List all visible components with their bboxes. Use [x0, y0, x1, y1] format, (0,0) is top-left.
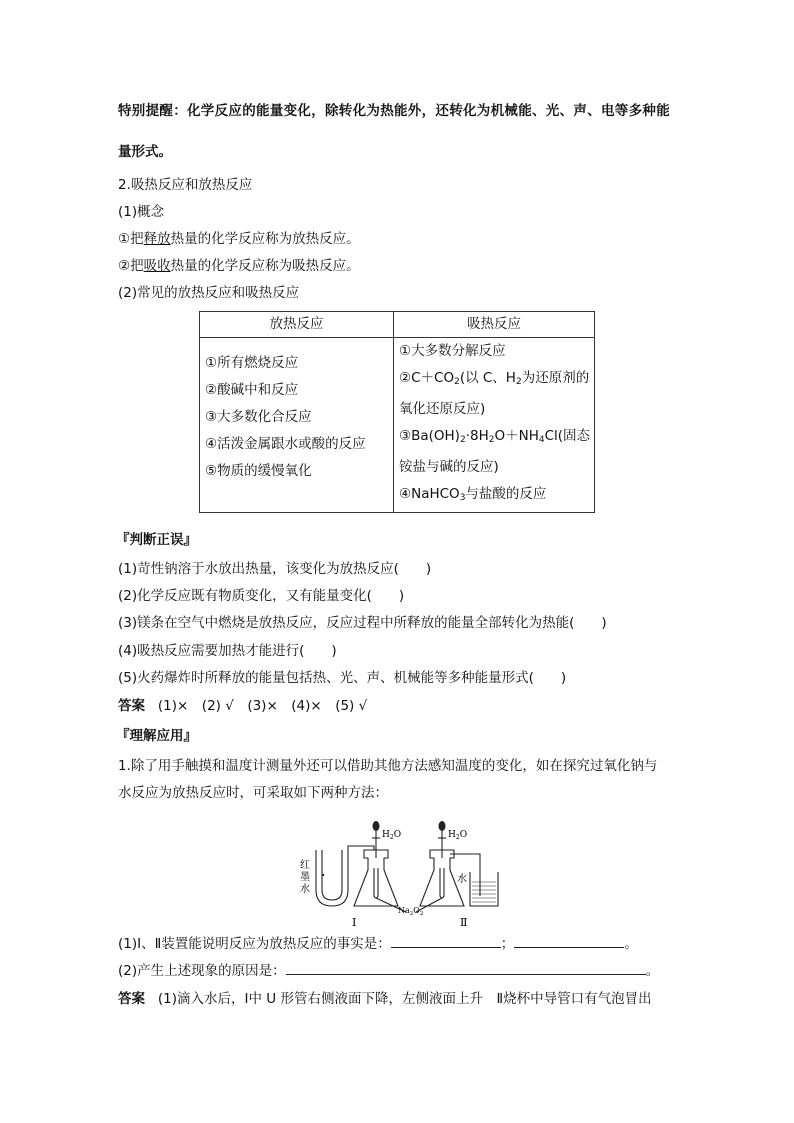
judge-item-1: (1)苛性钠溶于水放出热量，该变化为放热反应( ): [118, 561, 432, 577]
sub-question-2: (2)产生上述现象的原因是： 。: [118, 963, 660, 979]
apparatus-figure: [294, 810, 506, 928]
answer-label: 答案: [118, 991, 145, 1007]
exothermic-cell: [200, 338, 394, 513]
underlined-term-absorb: 吸收: [143, 258, 171, 274]
blank-3[interactable]: [286, 962, 646, 975]
common-label: (2)常见的放热反应和吸热反应: [118, 285, 300, 301]
concept-label: (1)概念: [118, 204, 165, 220]
exo-item-5: ⑤物质的缓慢氧化: [205, 463, 312, 479]
concept-item-2: ②把吸收热量的化学反应称为吸热反应。: [118, 258, 360, 274]
table-header-endothermic: 吸热反应: [394, 312, 595, 338]
apply-heading: 『理解应用』: [116, 728, 197, 744]
blank-2[interactable]: [514, 935, 624, 948]
judge-heading: 『判断正误』: [116, 532, 197, 548]
question-1-line-2: 水反应为放热反应时，可采取如下两种方法：: [118, 785, 388, 801]
judge-answer: [118, 697, 367, 715]
judge-item-4: (4)吸热反应需要加热才能进行( ): [118, 643, 337, 659]
judge-item-3: (3)镁条在空气中燃烧是放热反应，反应过程中所释放的能量全部转化为热能( ): [118, 615, 607, 631]
table-header-exothermic: 放热反应: [200, 312, 394, 338]
endo-item-3: $③Ba(OH)_2\cdot 8H_2O+NH_4Cl$(固态: [399, 428, 591, 445]
endo-item-4: ④NaHCO$_3$与盐酸的反应: [399, 486, 547, 503]
apply-answer: [118, 990, 652, 1008]
note-line-1: 特别提醒：化学反应的能量变化，除转化为热能外，还转化为机械能、光、声、电等多种能: [118, 103, 670, 119]
reaction-table: [199, 311, 595, 513]
question-1-line-1: 1.除了用手触摸和温度计测量外还可以借助其他方法感知温度的变化，如在探究过氧化钠与: [118, 758, 658, 774]
u-tube-outer: [316, 850, 348, 906]
endo-item-2-cont: 氧化还原反应): [399, 401, 486, 417]
exo-item-2: ②酸碱中和反应: [205, 382, 299, 398]
bracket-left-icon: 『: [116, 532, 130, 548]
apparatus-label-1: Ⅰ: [352, 916, 357, 928]
note-line-2: 量形式。: [118, 144, 172, 160]
h2o-label-1: $H_2O$: [382, 830, 402, 841]
endo-item-2: $②C+CO_2$(以 C、$H_2$为还原剂的: [399, 370, 590, 387]
water-label: 水: [457, 874, 467, 885]
red-ink-char-1: 红: [300, 860, 310, 871]
bracket-right-icon: 』: [183, 532, 197, 548]
bracket-right-icon: 』: [183, 728, 197, 744]
exo-item-1: ①所有燃烧反应: [205, 355, 299, 371]
blank-1[interactable]: [391, 935, 501, 948]
endo-item-1: ①大多数分解反应: [399, 343, 506, 359]
endo-item-3-cont: 铵盐与碱的反应): [399, 459, 499, 475]
sub-question-1: (1)Ⅰ、Ⅱ装置能说明反应为放热反应的事实是： ； 。: [118, 936, 638, 952]
answer-text: (1)滴入水后，Ⅰ中 U 形管右侧液面下降，左侧液面上升 Ⅱ烧杯中导管口有气泡冒出: [157, 991, 652, 1007]
red-ink-char-3: 水: [300, 884, 310, 895]
dropper-bulb-2: [439, 821, 446, 831]
dropper-bulb-1: [373, 821, 380, 831]
beaker: [470, 872, 498, 906]
concept-item-1: ①把释放热量的化学反应称为放热反应。: [118, 231, 360, 247]
section-title: 2.吸热反应和放热反应: [118, 177, 253, 193]
answer-label: 答案: [118, 698, 145, 714]
na2o2-label: $Na_2O_2$: [398, 906, 424, 917]
red-ink-char-2: 墨: [300, 872, 310, 883]
bracket-left-icon: 『: [116, 728, 130, 744]
exo-item-3: ③大多数化合反应: [205, 409, 312, 425]
judge-item-2: (2)化学反应既有物质变化，又有能量变化( ): [118, 588, 405, 604]
apparatus-label-2: Ⅱ: [460, 916, 468, 928]
exo-item-4: ④活泼金属跟水或酸的反应: [205, 436, 366, 452]
u-tube-inner: [322, 850, 342, 900]
judge-item-5: (5)火药爆炸时所释放的能量包括热、光、声、机械能等多种能量形式( ): [118, 670, 567, 686]
underlined-term-release: 释放: [143, 231, 171, 247]
answer-text: (1)× (2) √ (3)× (4)× (5) √: [157, 698, 368, 714]
h2o-label-2: $H_2O$: [448, 830, 468, 841]
endothermic-cell: [394, 338, 595, 513]
